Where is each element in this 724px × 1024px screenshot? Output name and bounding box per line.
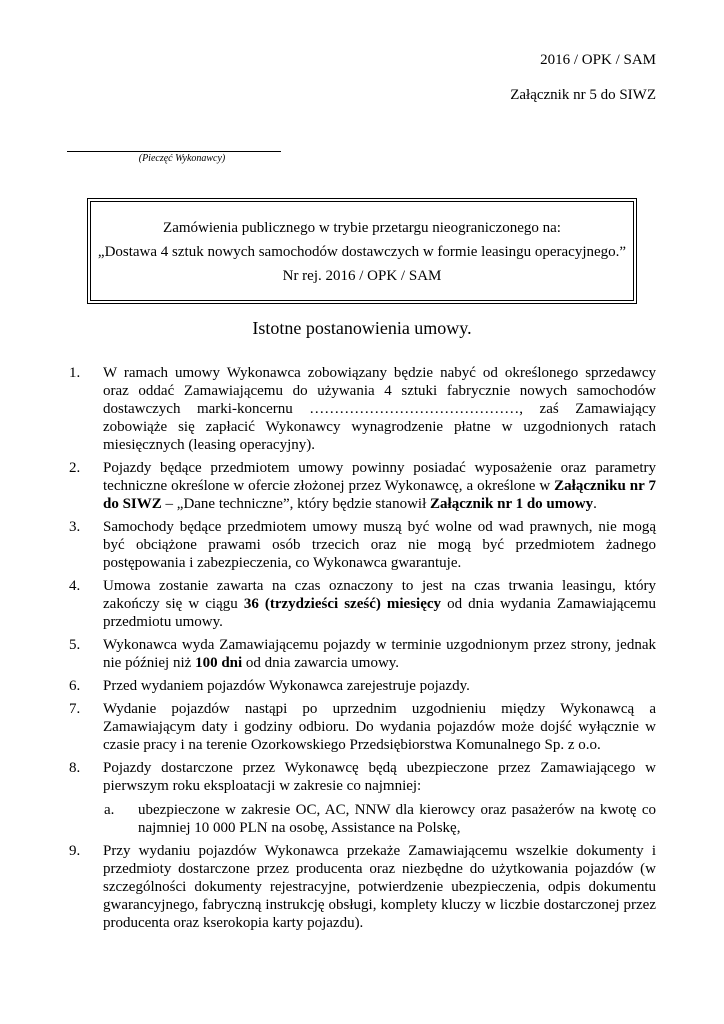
sub-list-item bbox=[103, 801, 656, 837]
item-bold-text: Załącznik nr 1 do umowy bbox=[430, 496, 594, 512]
sub-list bbox=[103, 801, 656, 837]
item-text: od dnia wydania Zamawiającemu przedmiotu umowy. bbox=[103, 596, 656, 630]
box-line-subject: „Dostawa 4 sztuk nowych samochodów dostawczych w formie leasingu operacyjnego.” bbox=[97, 244, 627, 260]
item-number: 5. bbox=[69, 637, 81, 653]
list-item bbox=[68, 636, 656, 672]
list-item bbox=[68, 577, 656, 631]
list-item bbox=[68, 364, 656, 454]
box-line-procedure: Zamówienia publicznego w trybie przetargu nieograniczonego na: bbox=[163, 220, 561, 236]
item-number: 1. bbox=[69, 365, 81, 381]
stamp-signature-line bbox=[67, 151, 281, 152]
item-number: 9. bbox=[69, 843, 81, 859]
list-item bbox=[68, 677, 656, 695]
item-number: 8. bbox=[69, 760, 81, 776]
item-text: W ramach umowy Wykonawca zobowiązany będzie nabyć od określonego sprzedawcy oraz oddać Zamawiającemu do używania 4 sztuki fabrycznie nowych samochodów dostawczych marki-koncernu ……………………………………, zaś Zamawiający zobowiąże się zapłacić Wykonawcy wynagrodzenie płatne w uzgodnionych ratach miesięcznych (leasing operacyjny). bbox=[103, 365, 656, 453]
item-text: Umowa zostanie zawarta na czas oznaczony to jest na czas trwania leasingu, który zakończy się w ciągu bbox=[103, 578, 656, 612]
item-number: 3. bbox=[69, 519, 81, 535]
item-bold-text: 36 (trzydzieści sześć) miesięcy bbox=[243, 596, 442, 612]
item-number: 7. bbox=[69, 701, 81, 717]
procurement-info-box bbox=[87, 198, 637, 304]
item-text: Wykonawca wyda Zamawiającemu pojazdy w terminie uzgodnionym przez strony, jednak nie później niż bbox=[103, 637, 656, 671]
item-number: 2. bbox=[69, 460, 81, 476]
attachment-label: Załącznik nr 5 do SIWZ bbox=[510, 87, 656, 103]
sub-item-text: ubezpieczone w zakresie OC, AC, NNW dla kierowcy oraz pasażerów na kwotę co najmniej 10 000 PLN na osobę, Assistance na Polskę, bbox=[138, 802, 656, 836]
item-text: Wydanie pojazdów nastąpi po uprzednim uzgodnieniu między Wykonawcą a Zamawiającym daty i godziny odbioru. Do wydania pojazdów może dojść wyłącznie w czasie pracy i na terenie Ozorkowskiego Przedsiębiorstwa Komunalnego Sp. z o.o. bbox=[103, 701, 656, 753]
item-number: 4. bbox=[69, 578, 81, 594]
list-item bbox=[68, 459, 656, 513]
sub-item-letter: a. bbox=[104, 802, 115, 818]
list-item bbox=[68, 759, 656, 837]
list-item bbox=[68, 700, 656, 754]
item-text: Przed wydaniem pojazdów Wykonawca zarejestruje pojazdy. bbox=[103, 678, 470, 694]
provisions-list bbox=[68, 364, 656, 937]
item-text: Pojazdy będące przedmiotem umowy powinny posiadać wyposażenie oraz parametry techniczne określone w ofercie złożonej przez Wykonawcę, a określone w bbox=[103, 460, 656, 494]
list-item bbox=[68, 518, 656, 572]
stamp-label: (Pieczęć Wykonawcy) bbox=[138, 153, 226, 164]
reference-number: 2016 / OPK / SAM bbox=[540, 52, 656, 68]
item-text: od dnia zawarcia umowy. bbox=[242, 655, 400, 671]
item-bold-text: Załączniku nr 7 do SIWZ bbox=[103, 478, 656, 512]
item-text: . bbox=[593, 496, 597, 512]
list-item bbox=[68, 842, 656, 932]
item-bold-text: 100 dni bbox=[195, 655, 243, 671]
document-title: Istotne postanowienia umowy. bbox=[252, 318, 472, 338]
item-text: – „Dane techniczne”, który będzie stanowił bbox=[161, 496, 431, 512]
item-text: Pojazdy dostarczone przez Wykonawcę będą ubezpieczone przez Zamawiającego w pierwszym roku eksploatacji w zakresie co najmniej: bbox=[103, 760, 656, 794]
item-number: 6. bbox=[69, 678, 81, 694]
item-text: Przy wydaniu pojazdów Wykonawca przekaże Zamawiającemu wszelkie dokumenty i przedmioty dostarczone przez producenta oraz niezbędne do użytkowania pojazdów (w szczególności dokumenty rejestracyjne, potwierdzenie ubezpieczenia, odpis dokumentu gwarancyjnego, fabryczną instrukcję obsługi, komplety kluczy w liczbie dostarczonej przez producenta oraz kserokopia karty pojazdu). bbox=[103, 843, 656, 931]
item-text: Samochody będące przedmiotem umowy muszą być wolne od wad prawnych, nie mogą być obciążone prawami osób trzecich oraz nie mogą być przedmiotem żadnego postępowania i zabezpieczenia, co Wykonawca gwarantuje. bbox=[103, 519, 656, 571]
box-line-registry: Nr rej. 2016 / OPK / SAM bbox=[282, 268, 442, 284]
